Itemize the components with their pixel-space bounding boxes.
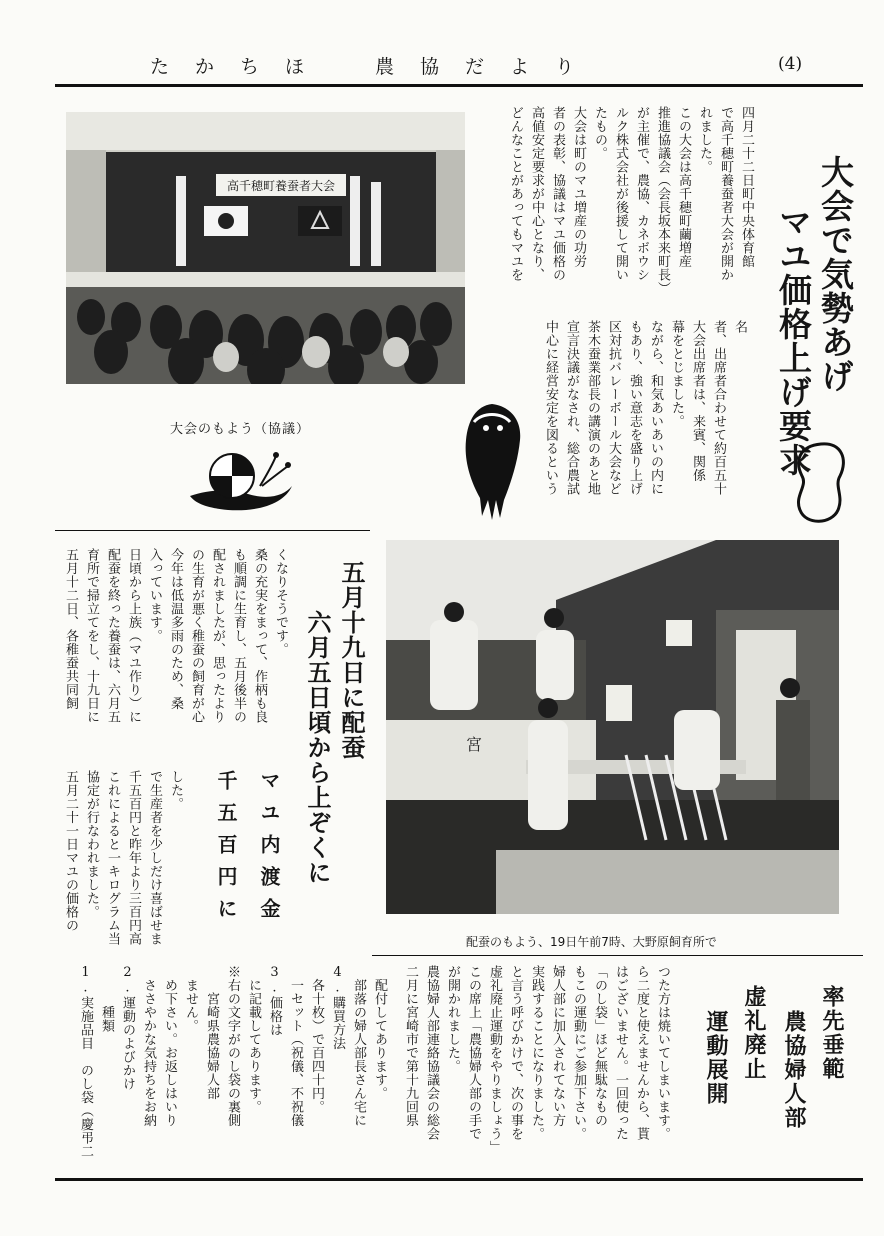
header-rule: [55, 84, 863, 87]
article4-headline-4: 運動展開: [703, 1010, 728, 1106]
meeting-photo-caption: 大会のもよう（協議）: [170, 422, 311, 437]
silkworm-illustration: [452, 400, 532, 522]
article2-headline-1: 五月十九日に配蚕: [337, 560, 365, 760]
article1-text-block2: 名 者、出席者合わせて約百五十 大会出席者は、来賓、関係 幕をとじました。 ながら、和気あいあいの内に もあり、強い意志を盛り上げ 区対抗バレーボール大会など 茶木蚕業部長の講演のあと地 宣言決議がなされ、総合農試 中心に経営安定を図るという: [543, 320, 747, 496]
article4-text: つた方は焼いてしまいます。 ら二度と使えませんから、貰 はございません。一回使った 「のし袋」ほど無駄なもの もこの運動にご参加下さい。 婦人部に加入されてない方 実践することになりました。 と言う呼びかけで、次の事を 虚礼廃止運動をやりましょう」 この席上「農協婦人部の手で が開かれました。 農協婦人部連絡協議会の総会 二月に宮崎市で第十九回県: [403, 965, 670, 1154]
header-title: たかちほ 農協だより: [150, 56, 601, 78]
article1-text-right: 四月二十二日町中央体育館 で高千穂町養蚕者大会が開か れました。 この大会は高千穂町繭増産 推進協議会（会長坂本来町長） が主催で、農協、カネボウシ ルク株式会社が後援して開い たもの。 大会は町のマユ増産の功労 者の表彰、協議はマユ価格の 高値安定要求が中心となり、 どんなことがあってもマユを: [508, 106, 754, 295]
article4-headline-1: 率先垂範: [819, 985, 844, 1081]
meeting-photo: [66, 112, 465, 384]
article1-headline-2: マユ価格上げ要求: [774, 205, 813, 477]
page-number: (4): [778, 54, 803, 74]
article4-list: 配付してあります。 部落の婦人部長さん宅に 4.購買方法 各十枚）で百四十円。 一セット（祝儀、不祝儀 3.価格は に記載してあります。 ※右の文字がのし袋の裏側 宮崎県農協婦人部 ません。 め下さい。お返しはいり ささやかな気持ちをお納 2.運動のよびかけ 種類 1.実施品目 のし袋（慶弔二: [78, 965, 387, 1158]
article2-text: くなりそうです。 桑の充実をまって、作柄も良 も順調に生育し、五月後半の 配されましたが、思ったより の生育が悪く稚蚕の飼育が心 今年は低温多雨のため、桑 入っています。 日頃から上族（マユ作り）に 配蚕を終った養蚕は、六月五 育所で掃立てをし、十九日に 五月十二日、各稚蚕共同飼: [63, 548, 288, 724]
article3-text: した。 で生産者を少しだけ喜ばせま 千五百円と昨年より三百円高 これによると一キログラム当 協定が行なわれました。 五月二十一日マユの価格の: [63, 770, 183, 946]
article4-headline-2: 農協婦人部: [781, 1010, 806, 1130]
section-rule-bottom: [372, 955, 863, 956]
article2-headline-2: 六月五日頃から上ぞくに: [303, 610, 331, 885]
article4-headline-3: 虚礼廃止: [741, 985, 766, 1081]
snail-illustration: [188, 446, 298, 516]
truck-mark: 宮: [466, 735, 483, 754]
delivery-photo-caption: 配蚕のもよう、19日午前7時、大野原飼育所で: [466, 935, 717, 949]
article1-headline-1: 大会で気勢あげ: [816, 155, 855, 393]
delivery-photo: [386, 540, 839, 914]
article3-headline-2: 千五百円に: [214, 770, 238, 930]
stage-banner-text: 高千穂町養蚕者大会: [226, 179, 336, 193]
article3-headline-1: マユ内渡金: [257, 770, 281, 930]
footer-rule: [55, 1178, 863, 1181]
cocoon-illustration: [788, 438, 854, 528]
section-rule-left: [55, 530, 370, 531]
